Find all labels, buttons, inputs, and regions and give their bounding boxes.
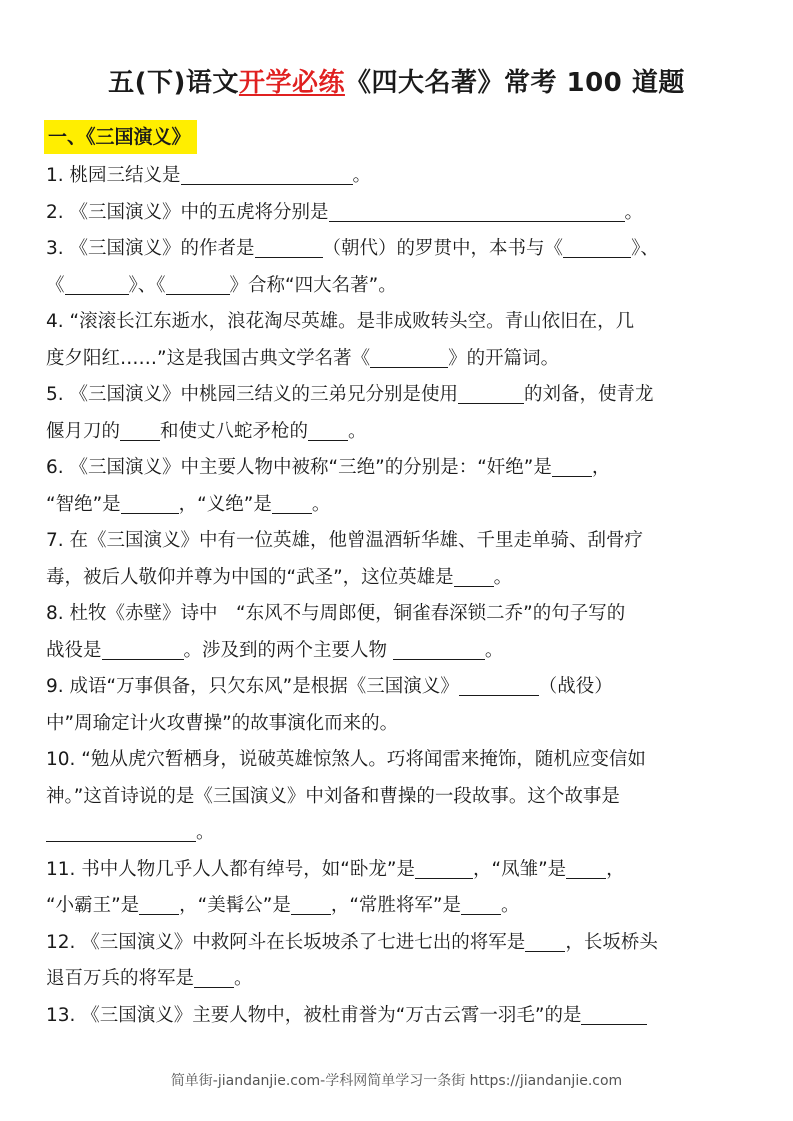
answer-blank[interactable] [459,675,539,696]
question-11 [46,852,756,889]
question-text: 》的开篇词。 [448,347,560,369]
answer-blank[interactable] [581,1004,647,1025]
question-text: 9. 成语“万事俱备，只欠东风”是根据《三国演义》 [46,676,459,697]
question-9-cont [46,706,756,743]
answer-blank[interactable] [566,858,606,879]
question-5-cont [46,414,756,451]
answer-blank[interactable] [46,821,196,842]
question-text: ， [606,858,625,880]
question-4 [46,304,756,341]
answer-blank[interactable] [415,858,473,879]
question-text: ， [591,457,611,478]
question-text: ，“美髯公”是 [179,895,291,916]
question-text: 退百万兵的将军是 [46,968,195,989]
question-text: 3. 《三国演义》的作者是 [46,238,255,259]
answer-blank[interactable] [272,493,312,514]
question-7 [46,523,756,560]
question-text: 2. 《三国演义》中的五虎将分别是 [46,201,329,223]
question-3-cont [46,268,756,305]
question-12-cont [46,961,756,998]
title-part1: 五(下)语文 [108,68,239,98]
answer-blank[interactable] [65,274,129,295]
question-text: 偃月刀的 [46,420,121,442]
question-text: 《 [46,274,65,296]
question-3 [46,231,756,268]
answer-blank[interactable] [461,894,501,915]
question-8-cont [46,633,756,670]
question-list [46,158,756,1034]
question-text: 10. “勉从虎穴暂栖身，说破英雄惊煞人。巧将闻雷来掩饰，随机应变信如 [46,749,646,770]
answer-blank[interactable] [120,420,160,441]
question-text: 。 [624,201,644,223]
answer-blank[interactable] [194,967,234,988]
question-text: 。 [484,639,504,661]
question-text: 》、《 [128,274,166,296]
answer-blank[interactable] [563,237,631,258]
question-text: 12. 《三国演义》中救阿斗在长坂坡杀了七进七出的将军是 [46,931,526,953]
page-footer: 简单街-jiandanjie.com-学科网简单学习一条街 https://jiandanjie.com [170,1073,623,1089]
question-text: 的刘备，使青龙 [524,384,654,405]
question-10 [46,742,756,779]
question-text: （朝代）的罗贯中，本书与《 [322,238,564,259]
answer-blank[interactable] [525,931,565,952]
question-text: ，“义绝”是 [178,493,272,515]
question-text: 。 [311,493,331,515]
question-text: 》合称“四大名著”。 [229,274,397,296]
question-9 [46,669,756,706]
question-text: 和使丈八蛇矛枪的 [160,420,309,442]
question-text: 5. 《三国演义》中桃园三结义的三弟兄分别是使用 [46,384,459,405]
answer-blank[interactable] [121,493,179,514]
section-heading: 一、《三国演义》 [44,120,197,154]
question-7-cont [46,560,756,597]
question-text: 。 [348,420,367,442]
question-text: 毒，被后人敬仰并尊为中国的“武圣”，这位英雄是 [46,566,454,588]
question-text: ，“凤雏”是 [472,858,567,880]
answer-blank[interactable] [552,456,592,477]
answer-blank[interactable] [166,274,230,295]
answer-blank[interactable] [255,237,323,258]
question-10-answer [46,815,756,852]
question-text: 战役是 [46,639,102,661]
question-text: “智绝”是 [46,493,121,515]
question-text: 》、 [631,238,659,259]
question-2 [46,195,756,232]
answer-blank[interactable] [181,164,353,185]
answer-blank[interactable] [102,639,184,660]
title-part2: 《四大名著》常考 100 道题 [344,68,685,98]
answer-blank[interactable] [458,383,524,404]
question-text: 。 [493,566,513,588]
answer-blank[interactable] [393,639,485,660]
question-11-cont [46,888,756,925]
question-text: 7. 在《三国演义》中有一位英雄，他曾温酒斩华雄、千里走单骑、刮骨疗 [46,530,644,551]
question-text: 。 [234,968,253,989]
question-text: 6. 《三国演义》中主要人物中被称“三绝”的分别是：“奸绝”是 [46,457,552,478]
question-text: 度夕阳红……”这是我国古典文学名著《 [46,347,371,369]
question-8 [46,596,756,633]
question-text: （战役） [538,676,613,697]
answer-blank[interactable] [454,566,494,587]
question-text: 11. 书中人物几乎人人都有绰号，如“卧龙”是 [46,858,415,880]
question-text: 13. 《三国演义》主要人物中，被杜甫誉为“万古云霄一羽毛”的是 [46,1004,582,1026]
question-text: 。涉及到的两个主要人物 [183,639,393,661]
question-text: 。 [196,822,215,843]
question-text: 8. 杜牧《赤壁》诗中 “东风不与周郎便，铜雀春深锁二乔”的句子写的 [46,603,626,624]
question-6-cont [46,487,756,524]
answer-blank[interactable] [370,347,448,368]
answer-blank[interactable] [139,894,179,915]
question-text: 1. 桃园三结义是 [46,165,181,186]
question-text: 中”周瑜定计火攻曹操”的故事演化而来的。 [46,712,399,734]
question-6 [46,450,756,487]
question-13 [46,998,756,1035]
title-highlight: 开学必练 [238,68,345,98]
question-text: “小霸王”是 [46,895,140,916]
question-1 [46,158,756,195]
answer-blank[interactable] [291,894,331,915]
question-text: ，长坂桥头 [565,931,658,953]
document-title [0,62,793,99]
question-text: 4. “滚滚长江东逝水，浪花淘尽英雄。是非成败转头空。青山依旧在，几 [46,311,635,332]
question-10-cont [46,779,756,816]
question-12 [46,925,756,962]
question-text: ，“常胜将军”是 [330,895,462,916]
answer-blank[interactable] [329,201,625,222]
question-4-cont [46,341,756,378]
answer-blank[interactable] [308,420,348,441]
question-5 [46,377,756,414]
question-text: 神。”这首诗说的是《三国演义》中刘备和曹操的一段故事。这个故事是 [46,785,620,807]
question-text: 。 [352,165,372,186]
question-text: 。 [501,895,520,916]
